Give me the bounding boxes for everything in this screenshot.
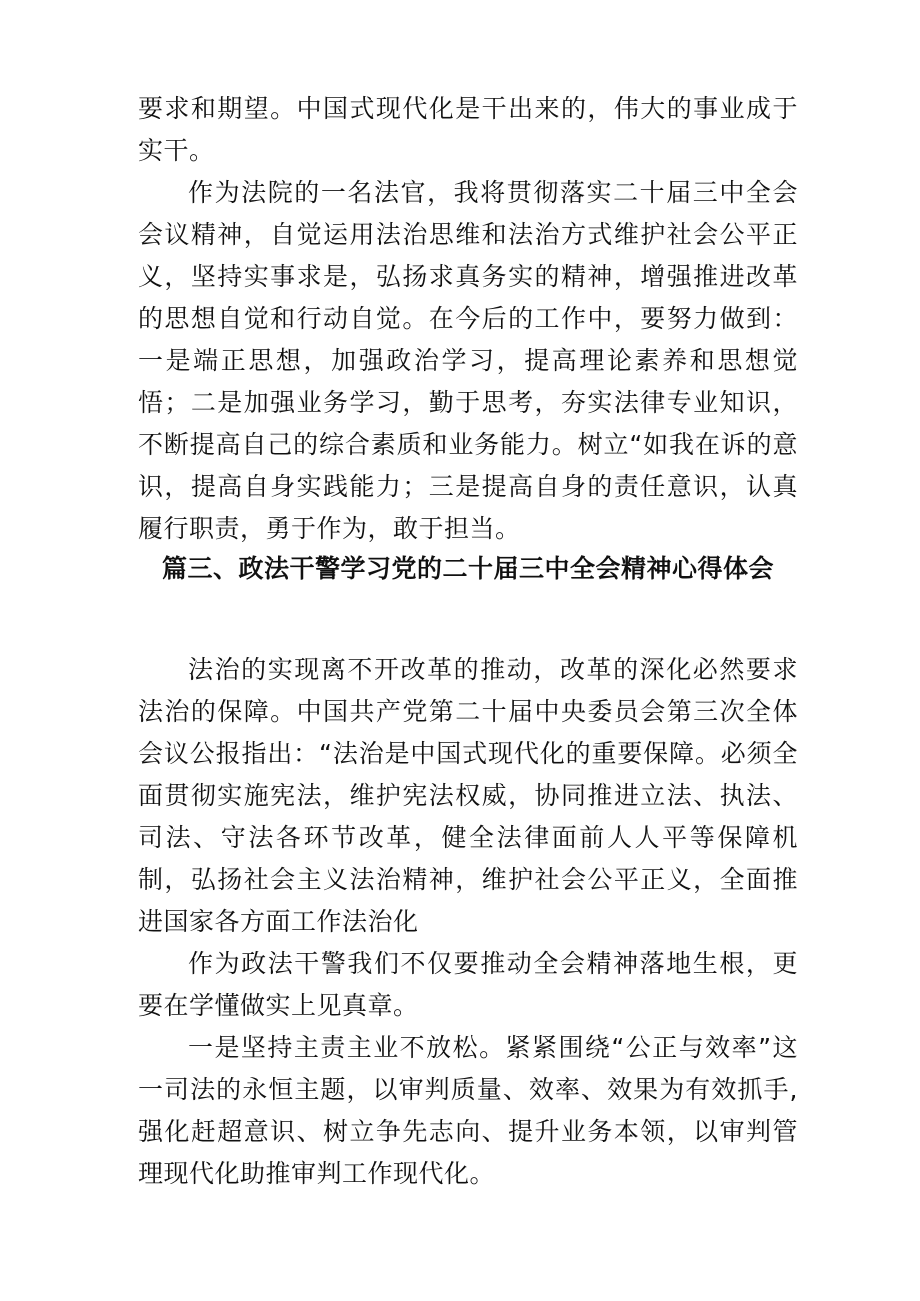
officers-paragraph: 作为政法干警我们不仅要推动全会精神落地生根，更要在学懂做实上见真章。 — [138, 949, 798, 1020]
first-point-paragraph: 一是坚持主责主业不放松。紧紧围绕“公正与效率”这一司法的永恒主题，以审判质量、效率、效果为有效抓手,强化赶超意识、树立争先志向、提升业务本领，以审判管理现代化助推审判工作现代化。 — [138, 1033, 798, 1188]
judge-paragraph: 作为法院的一名法官，我将贯彻落实二十届三中全会会议精神，自觉运用法治思维和法治方式维护社会公平正义，坚持实事求是，弘扬求真务实的精神，增强推进改革的思想自觉和行动自觉。在今后的工作中，要努力做到：一是端正思想，加强政治学习，提高理论素养和思想觉悟；二是加强业务学习，勤于思考，夯实法律专业知识，不断提高自己的综合素质和业务能力。树立“如我在诉的意识，提高自身实践能力；三是提高自身的责任意识，认真履行职责，勇于作为，敢于担当。 — [138, 178, 798, 543]
body-text-top — [138, 88, 798, 550]
continuation-paragraph: 要求和期望。中国式现代化是干出来的，伟大的事业成于实干。 — [138, 94, 798, 165]
rule-of-law-paragraph: 法治的实现离不开改革的推动，改革的深化必然要求法治的保障。中国共产党第二十届中央委员会第三次全体会议公报指出：“法治是中国式现代化的重要保障。必须全面贯彻实施宪法，维护宪法权威，协同推进立法、执法、司法、守法各环节改革，健全法律面前人人平等保障机制，弘扬社会主义法治精神，维护社会公平正义，全面推进国家各方面工作法治化 — [138, 655, 798, 936]
body-text-bottom — [138, 649, 798, 1195]
section-heading: 篇三、政法干警学习党的二十届三中全会精神心得体会 — [161, 554, 774, 583]
